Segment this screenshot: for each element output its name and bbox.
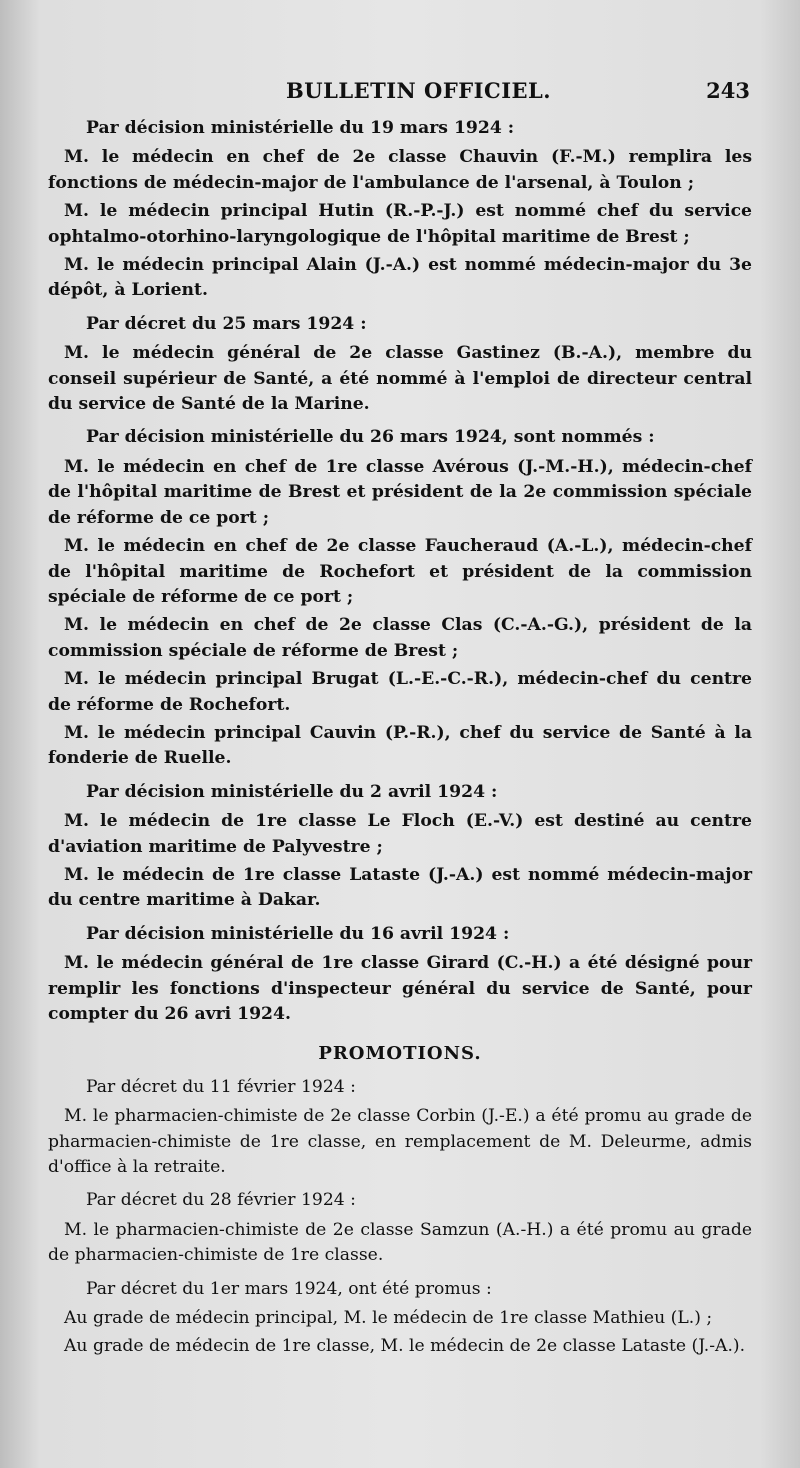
decree-heading: Par décret du 28 février 1924 : — [86, 1190, 356, 1211]
running-title: BULLETIN OFFICIEL. — [286, 78, 552, 103]
decision-heading: Par décision ministérielle du 26 mars 1924, sont nommés : — [86, 427, 655, 448]
promotion-entry: Au grade de médecin principal, M. le médecin de 1re classe Mathieu (L.) ; — [64, 1308, 713, 1329]
appointment-entry: M. le médecin en chef de 2e classe Faucheraud (A.-L.), médecin-chef de l'hôpital maritime de Rochefort et président de la commission spéciale de réforme de ce port ; — [48, 536, 752, 607]
decision-heading: Par décret du 25 mars 1924 : — [86, 313, 367, 334]
appointment-entry: M. le médecin principal Alain (J.-A.) est nommé médecin-major du 3e dépôt, à Lorient. — [48, 255, 752, 301]
appointment-entry: M. le médecin en chef de 1re classe Avérous (J.-M.-H.), médecin-chef de l'hôpital maritime de Brest et président de la 2e commission spéciale de réforme de ce port ; — [48, 456, 752, 528]
appointment-entry: M. le médecin de 1re classe Lataste (J.-A.) est nommé médecin-major du centre maritime à Dakar. — [48, 864, 752, 911]
promotion-entry: M. le pharmacien-chimiste de 2e classe Samzun (A.-H.) a été promu au grade de pharmacien-chimiste de 1re classe. — [48, 1219, 752, 1266]
document-body — [48, 116, 752, 1360]
appointment-entry: M. le médecin principal Hutin (R.-P.-J.) est nommé chef du service ophtalmo-otorhino-laryngologique de l'hôpital maritime de Brest ; — [48, 201, 752, 247]
section-title-promotions: PROMOTIONS. — [318, 1043, 482, 1065]
appointment-entry: M. le médecin principal Cauvin (P.-R.), chef du service de Santé à la fonderie de Ruelle. — [48, 722, 752, 769]
appointment-entry: M. le médecin principal Brugat (L.-E.-C.-R.), médecin-chef du centre de réforme de Rochefort. — [48, 669, 752, 715]
appointment-entry: M. le médecin de 1re classe Le Floch (E.-V.) est destiné au centre d'aviation maritime de Palyvestre ; — [48, 811, 752, 857]
appointment-entry: M. le médecin général de 1re classe Girard (C.-H.) a été désigné pour remplir les fonctions d'inspecteur général du service de Santé, pour compter du 26 avri 1924. — [48, 953, 752, 1024]
decision-heading: Par décision ministérielle du 2 avril 1924 : — [86, 781, 498, 802]
appointment-entry: M. le médecin en chef de 2e classe Clas (C.-A.-G.), président de la commission spéciale de réforme de Brest ; — [48, 615, 752, 661]
decree-heading: Par décret du 11 février 1924 : — [86, 1076, 356, 1097]
decision-heading: Par décision ministérielle du 19 mars 1924 : — [86, 118, 515, 138]
promotion-entry: Au grade de médecin de 1re classe, M. le médecin de 2e classe Lataste (J.-A.). — [64, 1336, 746, 1357]
promotion-entry: M. le pharmacien-chimiste de 2e classe Corbin (J.-E.) a été promu au grade de pharmacien-chimiste de 1re classe, en remplacement de M. Deleurme, admis d'office à la retraite. — [48, 1106, 752, 1178]
running-header — [48, 68, 752, 108]
decision-heading: Par décision ministérielle du 16 avril 1924 : — [86, 923, 510, 944]
page-number: 243 — [706, 78, 750, 103]
appointment-entry: M. le médecin général de 2e classe Gastinez (B.-A.), membre du conseil supérieur de Santé, a été nommé à l'emploi de directeur central du service de Santé de la Marine. — [48, 343, 752, 415]
appointment-entry: M. le médecin en chef de 2e classe Chauvin (F.-M.) remplira les fonctions de médecin-major de l'ambulance de l'arsenal, à Toulon ; — [48, 147, 752, 193]
decree-heading: Par décret du 1er mars 1924, ont été promus : — [86, 1278, 492, 1299]
